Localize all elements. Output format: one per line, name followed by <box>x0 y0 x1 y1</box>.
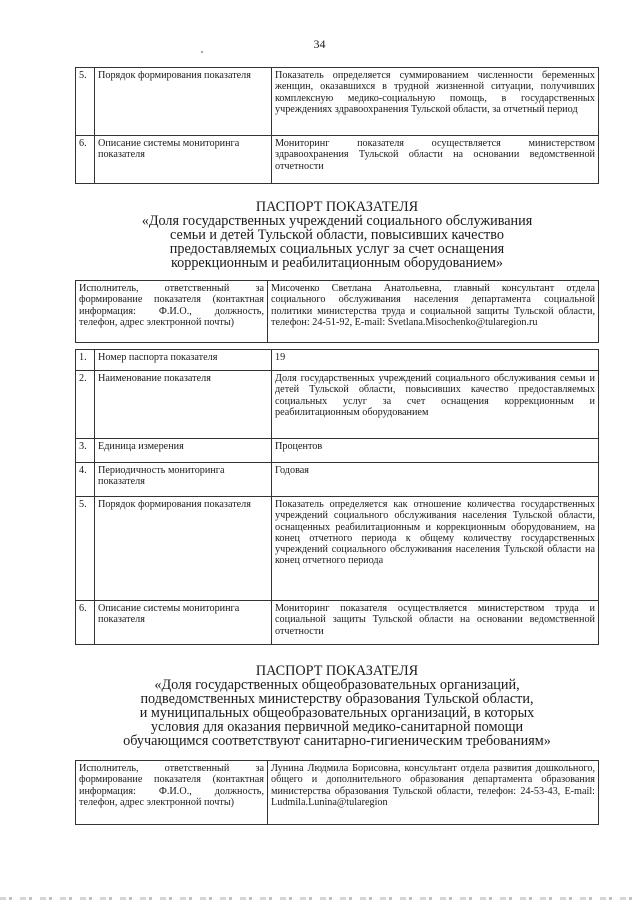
passport-title-line: «Доля государственных учреждений социального обслуживания <box>141 213 533 229</box>
table-row <box>76 350 599 371</box>
passport-title-line: обучающимся соответствуют санитарно-гигиеническим требованиям» <box>123 733 551 749</box>
row-value: Показатель определяется как отношение количества государственных учреждений социального обслуживания населения Тульской области, оснащенных реабилитационным и коррекционным оборудованием, на конец отчетного периода к общему количеству государственных учреждений социального обслуживания населения Тульской области на конец отчетного периода <box>272 497 599 601</box>
table-row <box>76 463 599 497</box>
passport-title-line: подведомственных министерству образования Тульской области, <box>140 691 534 707</box>
table-row <box>76 601 599 645</box>
table-row <box>76 761 599 825</box>
executor-value: Мисоченко Светлана Анатольевна, главный консультант отдела социального обслуживания населения департамента социальной политики министерства труда и социальной защиты Тульской области, телефон: 24-51-92, E-mail: Svetlana.Misochenko@tularegion.ru <box>268 281 599 343</box>
passport-heading: ПАСПОРТ ПОКАЗАТЕЛЯ <box>255 663 419 679</box>
row-label: Единица измерения <box>95 439 272 463</box>
passport-title <box>70 664 604 748</box>
passport-title-line: и муниципальных общеобразовательных организаций, в которых <box>139 705 535 721</box>
row-label: Порядок формирования показателя <box>95 497 272 601</box>
continuation-table <box>75 67 599 184</box>
executor-label: Исполнитель, ответственный за формирование показателя (контактная информация: Ф.И.О., должность, телефон, адрес электронной почты) <box>76 281 268 343</box>
row-label: Описание системы мониторинга показателя <box>95 601 272 645</box>
table-row <box>76 497 599 601</box>
row-value: Процентов <box>272 439 599 463</box>
row-value: 19 <box>272 350 599 371</box>
table-row <box>76 281 599 343</box>
passport-title-line: условия для оказания первичной медико-санитарной помощи <box>150 719 524 735</box>
row-number: 5. <box>76 497 95 601</box>
table-row <box>76 136 599 184</box>
scan-artifact-line <box>0 897 639 900</box>
row-label: Порядок формирования показателя <box>95 68 272 136</box>
row-number: 1. <box>76 350 95 371</box>
row-number: 6. <box>76 136 95 184</box>
table-row <box>76 439 599 463</box>
passport-title-line: предоставляемых социальных услуг за счет оснащения <box>169 241 505 257</box>
passport-title-line: «Доля государственных общеобразовательных организаций, <box>154 677 520 693</box>
passport-heading: ПАСПОРТ ПОКАЗАТЕЛЯ <box>255 199 419 215</box>
row-label: Номер паспорта показателя <box>95 350 272 371</box>
passport-title <box>70 200 604 270</box>
row-number: 3. <box>76 439 95 463</box>
row-value: Мониторинг показателя осуществляется министерством труда и социальной защиты Тульской области на основании ведомственной отчетности <box>272 601 599 645</box>
row-value: Мониторинг показателя осуществляется министерством здравоохранения Тульской области на основании ведомственной отчетности <box>272 136 599 184</box>
table-row <box>76 371 599 439</box>
row-value: Доля государственных учреждений социального обслуживания семьи и детей Тульской области, повысивших качество предоставляемых социальных услуг за счет оснащения коррекционным и реабилитационным оборудованием <box>272 371 599 439</box>
executor-table <box>75 760 599 825</box>
table-row <box>76 68 599 136</box>
executor-value: Лунина Людмила Борисовна, консультант отдела развития дошкольного, общего и дополнительного образования департамента образования министерства образования Тульской области, телефон: 24-53-43, E-mail: Ludmila.Lunina@tularegion <box>268 761 599 825</box>
executor-label: Исполнитель, ответственный за формирование показателя (контактная информация: Ф.И.О., должность, телефон, адрес электронной почты) <box>76 761 268 825</box>
executor-table <box>75 280 599 343</box>
row-value: Годовая <box>272 463 599 497</box>
row-label: Наименование показателя <box>95 371 272 439</box>
row-number: 2. <box>76 371 95 439</box>
passport-title-line: коррекционным и реабилитационным оборудованием» <box>170 255 504 271</box>
page-number: 34 <box>313 37 326 51</box>
row-number: 4. <box>76 463 95 497</box>
row-number: 5. <box>76 68 95 136</box>
row-number: 6. <box>76 601 95 645</box>
passport-table <box>75 349 599 645</box>
row-value: Показатель определяется суммированием численности беременных женщин, оказавшихся в трудной жизненной ситуации, получивших комплексную медико-социальную помощь, в государственных учреждениях здравоохранения Тульской области, за отчетный период <box>272 68 599 136</box>
row-label: Описание системы мониторинга показателя <box>95 136 272 184</box>
passport-title-line: семьи и детей Тульской области, повысивших качество <box>170 227 504 243</box>
row-label: Периодичность мониторинга показателя <box>95 463 272 497</box>
